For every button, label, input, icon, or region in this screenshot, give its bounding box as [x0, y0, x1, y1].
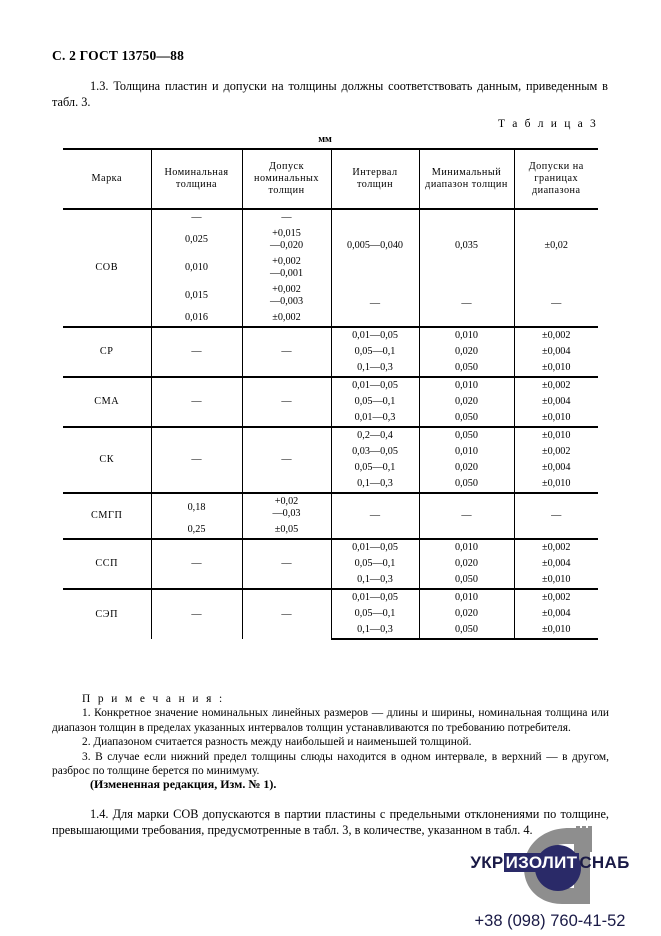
cell-nominal-thickness: — — [151, 427, 242, 493]
cell-nominal-tolerance: ±0,002 — [242, 310, 331, 327]
cell-nominal-thickness: — — [151, 209, 242, 226]
cell-thickness-interval: 0,01—0,05 — [331, 327, 419, 344]
cell-nominal-tolerance: — — [242, 589, 331, 639]
cell-edge-tolerance: ±0,004 — [514, 460, 598, 476]
cell-thickness-interval: 0,1—0,3 — [331, 622, 419, 639]
cell-nominal-tolerance: +0,02 —0,03 — [242, 493, 331, 522]
cell-thickness-interval: 0,1—0,3 — [331, 572, 419, 589]
table-caption: Т а б л и ц а 3 — [497, 118, 598, 130]
table-row — [63, 539, 598, 556]
cell-min-range: 0,010 — [419, 444, 514, 460]
note-item-2: 2. Диапазоном считается разность между наибольшей и наименьшей толщиной. — [82, 736, 472, 749]
cell-thickness-interval: 0,2—0,4 — [331, 427, 419, 444]
cell-edge-tolerance: ±0,010 — [514, 410, 598, 427]
cell-min-range: 0,050 — [419, 622, 514, 639]
cell-nominal-thickness: — — [151, 377, 242, 427]
unit-label: мм — [318, 134, 332, 145]
intro-paragraph: 1.3. Толщина пластин и допуски на толщины должны соответствовать данным, приведенным в табл. 3. — [52, 79, 608, 109]
cell-thickness-interval: 0,05—0,1 — [331, 460, 419, 476]
cell-nominal-tolerance: +0,015 —0,020 — [242, 226, 331, 254]
col-header-edge-tolerance: Допуски на границах диапазона — [514, 149, 598, 209]
cell-edge-tolerance: ±0,002 — [514, 589, 598, 606]
cell-brand: СМГП — [63, 493, 151, 539]
cell-nominal-thickness: 0,016 — [151, 310, 242, 327]
cell-thickness-interval: 0,01—0,05 — [331, 539, 419, 556]
cell-min-range: 0,010 — [419, 539, 514, 556]
cell-min-range: 0,050 — [419, 410, 514, 427]
cell-thickness-interval: 0,01—0,3 — [331, 410, 419, 427]
logo-wordmark — [452, 853, 648, 873]
cell-thickness-interval: 0,05—0,1 — [331, 606, 419, 622]
spec-table-wrapper — [63, 148, 598, 640]
cell-brand: СМА — [63, 377, 151, 427]
cell-thickness-interval: 0,005—0,040 — [331, 209, 419, 282]
note-item-3: 3. В случае если нижний предел толщины слюды находится в одном интервале, в верхний — в другом, разброс по толщине берется по минимуму. — [52, 750, 609, 778]
table-body — [63, 209, 598, 639]
page-header: С. 2 ГОСТ 13750—88 — [52, 48, 185, 63]
cell-edge-tolerance: ±0,010 — [514, 622, 598, 639]
cell-min-range: 0,010 — [419, 589, 514, 606]
cell-thickness-interval: 0,05—0,1 — [331, 394, 419, 410]
cell-nominal-tolerance: — — [242, 539, 331, 589]
cell-min-range: 0,050 — [419, 360, 514, 377]
cell-brand: СР — [63, 327, 151, 377]
revision-note: (Измененная редакция, Изм. № 1). — [90, 777, 277, 791]
note-item-1: 1. Конкретное значение номинальных линейных размеров — длины и ширины, номинальная толщина или диапазон толщин в пределах указанных интервалов толщин устанавливаются по требованию потребителя. — [52, 707, 609, 734]
company-logo-block — [452, 824, 648, 932]
cell-nominal-tolerance: — — [242, 327, 331, 377]
cell-nominal-thickness: 0,010 — [151, 254, 242, 282]
cell-edge-tolerance: ±0,002 — [514, 377, 598, 394]
cell-min-range: 0,020 — [419, 606, 514, 622]
cell-min-range: 0,020 — [419, 556, 514, 572]
cell-nominal-tolerance: +0,002 —0,003 — [242, 282, 331, 310]
table-row — [63, 327, 598, 344]
cell-edge-tolerance: ±0,004 — [514, 606, 598, 622]
cell-min-range: — — [419, 282, 514, 327]
cell-edge-tolerance: ±0,010 — [514, 572, 598, 589]
cell-min-range: 0,050 — [419, 476, 514, 493]
cell-nominal-thickness: — — [151, 327, 242, 377]
col-header-nominal-tolerance: Допуск номинальных толщин — [242, 149, 331, 209]
cell-edge-tolerance: ±0,010 — [514, 476, 598, 493]
cell-min-range: 0,010 — [419, 327, 514, 344]
cell-thickness-interval: — — [331, 493, 419, 539]
table-row — [63, 589, 598, 606]
cell-min-range: 0,050 — [419, 572, 514, 589]
cell-brand: ССП — [63, 539, 151, 589]
cell-nominal-tolerance: +0,002 —0,001 — [242, 254, 331, 282]
cell-edge-tolerance: ±0,02 — [514, 209, 598, 282]
cell-nominal-thickness: 0,015 — [151, 282, 242, 310]
cell-nominal-tolerance: — — [242, 209, 331, 226]
cell-nominal-tolerance: — — [242, 377, 331, 427]
cell-edge-tolerance: — — [514, 282, 598, 327]
col-header-nominal-thickness: Номинальная толщина — [151, 149, 242, 209]
table-row — [63, 209, 598, 226]
cell-nominal-tolerance: ±0,05 — [242, 522, 331, 539]
cell-brand: СОВ — [63, 209, 151, 327]
cell-nominal-thickness: — — [151, 539, 242, 589]
table-row — [63, 427, 598, 444]
col-header-brand: Марка — [63, 149, 151, 209]
cell-min-range: 0,020 — [419, 460, 514, 476]
cell-min-range: — — [419, 493, 514, 539]
cell-brand: СК — [63, 427, 151, 493]
cell-edge-tolerance: — — [514, 493, 598, 539]
cell-min-range: 0,020 — [419, 394, 514, 410]
table-row — [63, 377, 598, 394]
table-row — [63, 493, 598, 522]
logo-text-ukr: УКР — [470, 853, 504, 872]
cell-min-range: 0,020 — [419, 344, 514, 360]
cell-min-range: 0,050 — [419, 427, 514, 444]
notes-block — [52, 692, 609, 778]
cell-thickness-interval: 0,03—0,05 — [331, 444, 419, 460]
cell-edge-tolerance: ±0,002 — [514, 539, 598, 556]
cell-thickness-interval: 0,05—0,1 — [331, 344, 419, 360]
cell-min-range: 0,035 — [419, 209, 514, 282]
cell-nominal-thickness: 0,18 — [151, 493, 242, 522]
cell-edge-tolerance: ±0,004 — [514, 556, 598, 572]
cell-edge-tolerance: ±0,010 — [514, 427, 598, 444]
cell-thickness-interval: — — [331, 282, 419, 327]
table-head — [63, 149, 598, 209]
col-header-thickness-interval: Интервал толщин — [331, 149, 419, 209]
cell-thickness-interval: 0,1—0,3 — [331, 476, 419, 493]
cell-edge-tolerance: ±0,004 — [514, 344, 598, 360]
logo-text-izolit: ИЗОЛИТ — [505, 853, 578, 872]
cell-edge-tolerance: ±0,002 — [514, 327, 598, 344]
cell-edge-tolerance: ±0,002 — [514, 444, 598, 460]
cell-edge-tolerance: ±0,010 — [514, 360, 598, 377]
cell-min-range: 0,010 — [419, 377, 514, 394]
cell-thickness-interval: 0,1—0,3 — [331, 360, 419, 377]
cell-thickness-interval: 0,01—0,05 — [331, 589, 419, 606]
cell-nominal-thickness: 0,025 — [151, 226, 242, 254]
cell-nominal-thickness: 0,25 — [151, 522, 242, 539]
cell-nominal-thickness: — — [151, 589, 242, 639]
paragraph-1-4: 1.4. Для марки СОВ допускаются в партии пластины с предельными отклонениями по толщине, превышающими требования, предусмотренные в табл. 3, в количестве, указанном в табл. 4. — [52, 807, 609, 837]
cell-thickness-interval: 0,01—0,05 — [331, 377, 419, 394]
logo-text-snab: СНАБ — [579, 853, 630, 872]
col-header-min-range: Минимальный диапазон толщин — [419, 149, 514, 209]
contact-phone: +38 (098) 760-41-52 — [474, 912, 626, 930]
cell-brand: СЭП — [63, 589, 151, 639]
cell-thickness-interval: 0,05—0,1 — [331, 556, 419, 572]
cell-edge-tolerance: ±0,004 — [514, 394, 598, 410]
cell-nominal-tolerance: — — [242, 427, 331, 493]
thickness-spec-table — [63, 148, 598, 640]
notes-title: П р и м е ч а н и я : — [82, 693, 225, 705]
